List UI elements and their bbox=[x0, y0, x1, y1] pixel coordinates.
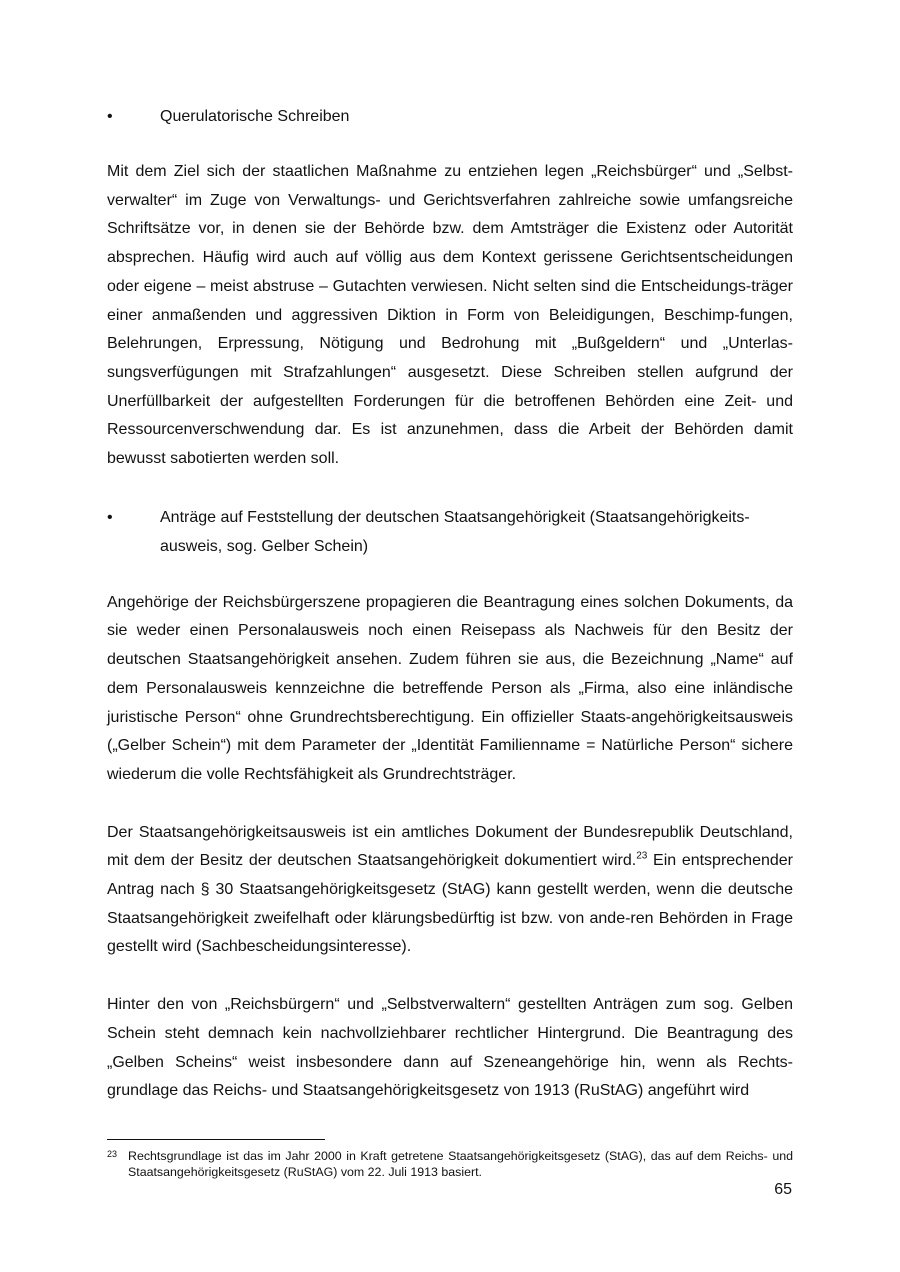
bullet-item-querulatorische-schreiben bbox=[107, 102, 793, 131]
footnote-reference[interactable]: 23 bbox=[636, 851, 648, 863]
footnote bbox=[107, 1148, 793, 1180]
paragraph-reichsbuergerszene: Angehörige der Reichsbürgerszene propagieren die Beantragung eines solchen Dokuments, da sie weder einen Personalausweis noch einen Reisepass als Nachweis für den Besitz der deutschen Staatsangehörigkeit ansehen. Zudem führen sie aus, die Bezeichnung „Name“ auf dem Personalausweis kennzeichne die betreffende Person als „Firma, also eine inländische juristische Person“ ohne Grundrechtsberechtigung. Ein offizieller Staats-angehörigkeitsausweis („Gelber Schein“) mit dem Parameter der „Identität Familienname = Natürliche Person“ sichere wiederum die volle Rechtsfähigkeit als Grundrechtsträger. bbox=[107, 593, 793, 783]
footnote-number: 23 bbox=[107, 1149, 118, 1159]
paragraph-gelber-schein: Hinter den von „Reichsbürgern“ und „Selbstverwaltern“ gestellten Anträgen zum sog. Gelben Schein steht demnach kein nachvollziehbarer rechtlicher Hintergrund. Die Beantragung des „Gelben Scheins“ weist insbesondere dann auf Szeneangehörige hin, wenn als Rechts-grundlage das Reichs- und Staatsangehörigkeitsgesetz von 1913 (RuStAG) angeführt wird bbox=[107, 996, 793, 1100]
bullet-text: Querulatorische Schreiben bbox=[160, 108, 350, 125]
paragraph-text-part-2: Ein entsprechender Antrag nach § 30 Staatsangehörigkeitsgesetz (StAG) kann gestellt werden, wenn die deutsche Staatsangehörigkeit zweifelhaft oder klärungsbedürftig ist bzw. von ande-ren Behörden in Frage gestellt wird (Sachbescheidungsinteresse). bbox=[107, 852, 794, 956]
paragraph-text-part-1: Der Staatsangehörigkeitsausweis ist ein amtliches Dokument der Bundesrepublik Deutschland, mit dem der Besitz der deutschen Staatsangehörigkeit dokumentiert wird. bbox=[107, 823, 793, 870]
bullet-symbol: • bbox=[107, 108, 113, 125]
page-number: 65 bbox=[774, 1181, 792, 1198]
paragraph-staatsangehoerigkeitsausweis bbox=[107, 819, 793, 963]
paragraph-querulatorische-schreiben: Mit dem Ziel sich der staatlichen Maßnahme zu entziehen legen „Reichsbürger“ und „Selbst-verwalter“ im Zuge von Verwaltungs- und Gerichtsverfahren zahlreiche sowie umfangsreiche Schriftsätze vor, in denen sie der Behörde bzw. dem Amtsträger die Existenz oder Autorität absprechen. Häufig wird auch auf völlig aus dem Kontext gerissene Gerichtsentscheidungen oder eigene – meist abstruse – Gutachten verwiesen. Nicht selten sind die Entscheidungs-träger einer anmaßenden und aggressiven Diktion in Form von Beleidigungen, Beschimp-fungen, Belehrungen, Erpressung, Nötigung und Bedrohung mit „Bußgeldern“ und „Unterlas-sungsverfügungen mit Strafzahlungen“ ausgesetzt. Diese Schreiben stellen aufgrund der Unerfüllbarkeit der aufgestellten Forderungen für die betroffenen Behörden eine Zeit- und Ressourcenverschwendung dar. Es ist anzunehmen, dass die Arbeit der Behörden damit bewusst sabotierten werden soll. bbox=[107, 163, 793, 468]
footnote-separator bbox=[107, 1139, 325, 1140]
bullet-symbol: • bbox=[107, 508, 113, 526]
page-body bbox=[107, 102, 793, 1106]
footnote-text: Rechtsgrundlage ist das im Jahr 2000 in Kraft getretene Staatsangehörigkeitsgesetz (StAG), das auf dem Reichs- und Staatsangehörigkeitsgesetz (RuStAG) vom 22. Juli 1913 basiert. bbox=[128, 1149, 793, 1179]
bullet-item-antraege-staatsangehoerigkeit bbox=[107, 503, 793, 561]
bullet-text: Anträge auf Feststellung der deutschen Staatsangehörigkeit (Staatsangehörigkeits-ausweis, sog. Gelber Schein) bbox=[160, 508, 750, 555]
